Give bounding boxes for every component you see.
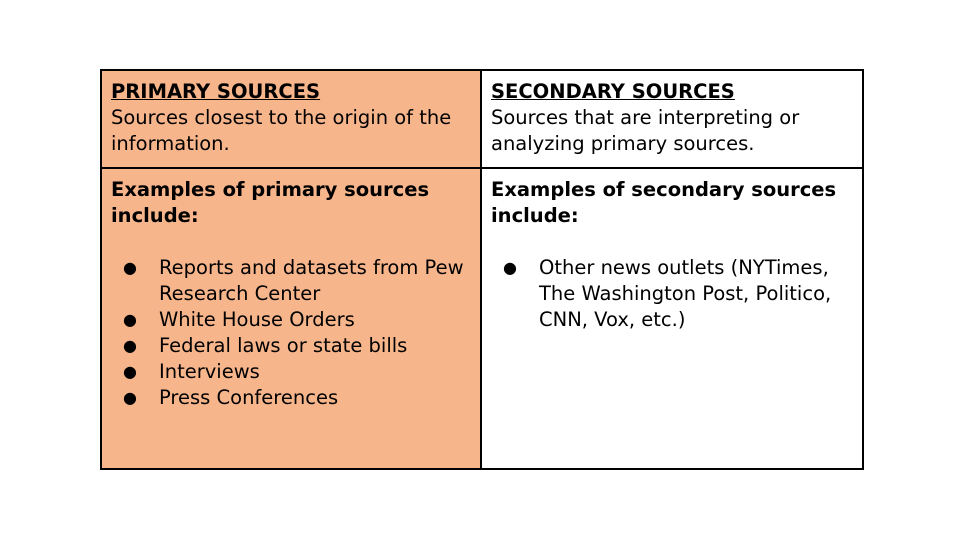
- examples-row: [101, 168, 863, 469]
- bullet-icon: ●: [123, 362, 137, 381]
- primary-sources-definition-cell: [101, 70, 481, 168]
- secondary-sources-description: Sources that are interpreting or analyzing primary sources.: [491, 106, 800, 155]
- secondary-examples-heading: Examples of secondary sources include:: [491, 178, 837, 227]
- bullet-icon: ●: [123, 258, 137, 277]
- primary-examples-heading: Examples of primary sources include:: [111, 178, 430, 227]
- list-item-text: White House Orders: [159, 308, 355, 331]
- sources-comparison-table: [100, 69, 864, 470]
- bullet-icon: ●: [123, 310, 137, 329]
- primary-sources-heading: PRIMARY SOURCES: [111, 80, 321, 103]
- bullet-icon: ●: [123, 336, 137, 355]
- list-item-text: Federal laws or state bills: [159, 334, 408, 357]
- secondary-sources-definition-cell: [481, 70, 863, 168]
- list-item: [121, 255, 472, 307]
- primary-sources-description: Sources closest to the origin of the information.: [111, 106, 452, 155]
- list-item-text: Interviews: [159, 360, 260, 383]
- definition-row: [101, 70, 863, 168]
- list-item-text: Other news outlets (NYTimes, The Washington Post, Politico, CNN, Vox, etc.): [539, 256, 832, 331]
- bullet-icon: ●: [503, 258, 517, 277]
- primary-examples-cell: [101, 168, 481, 469]
- secondary-sources-heading: SECONDARY SOURCES: [491, 80, 735, 103]
- list-item-text: Press Conferences: [159, 386, 339, 409]
- primary-examples-list: [111, 255, 472, 411]
- bullet-icon: ●: [123, 388, 137, 407]
- list-item: [121, 385, 472, 411]
- list-item: [121, 359, 472, 385]
- secondary-examples-list: [491, 255, 854, 333]
- list-item: [121, 307, 472, 333]
- list-item: [121, 333, 472, 359]
- list-item: [501, 255, 854, 333]
- list-item-text: Reports and datasets from Pew Research Center: [159, 256, 464, 305]
- secondary-examples-cell: [481, 168, 863, 469]
